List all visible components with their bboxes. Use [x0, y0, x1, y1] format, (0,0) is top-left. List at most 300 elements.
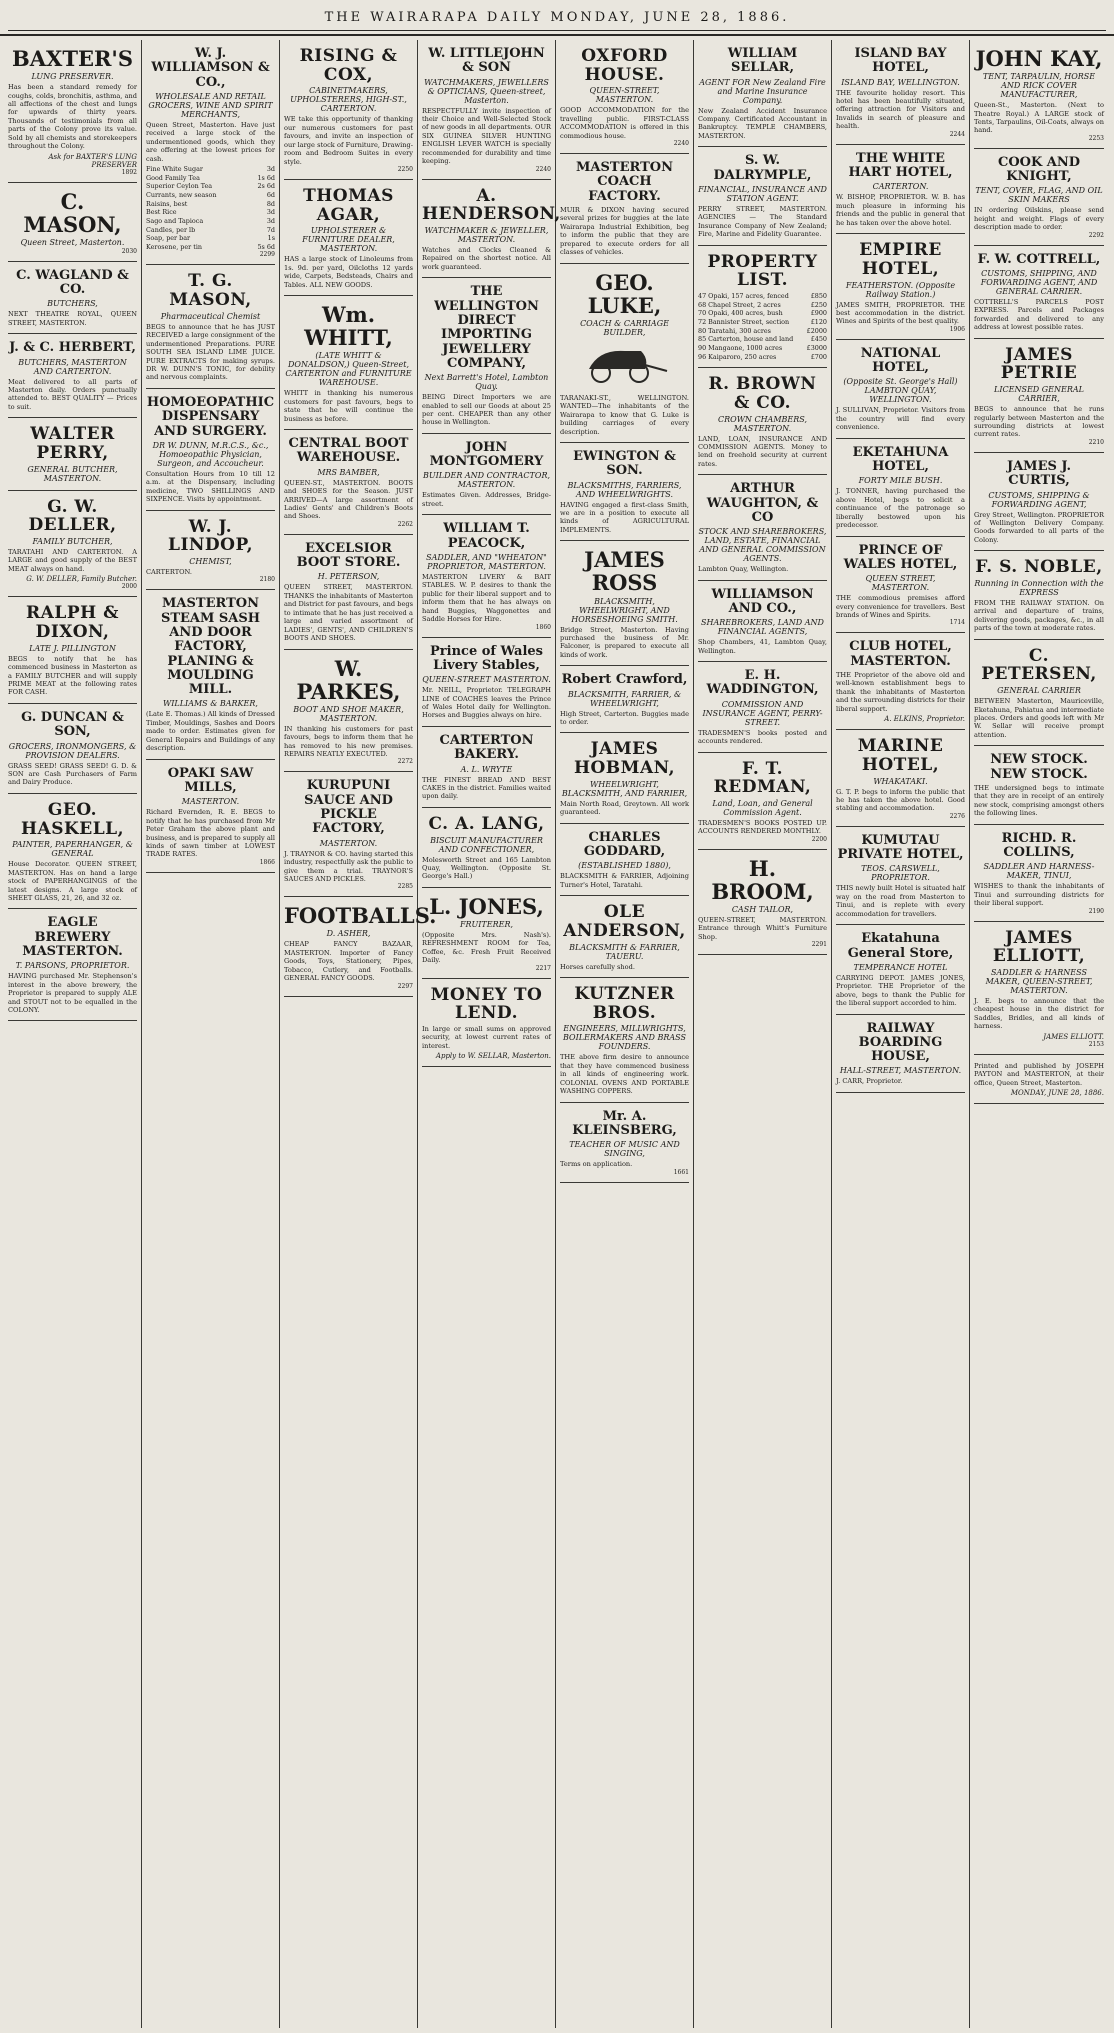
ad-title: R. BROWN & CO.	[708, 374, 817, 413]
item-price: £2000	[806, 326, 827, 335]
ad-subtitle: FAMILY BUTCHER,	[32, 537, 113, 547]
list-item	[146, 226, 275, 235]
item-name: Fine White Sugar	[146, 165, 203, 174]
column-2	[142, 40, 280, 2028]
ad-subtitle: STOCK AND SHAREBROKERS, LAND, ESTATE, FINANCIAL AND GENERAL COMMISSION AGENTS.	[698, 527, 827, 564]
ad-body: J. TONNER, having purchased the above Hotel, begs to solicit a continuance of the patronage so liberally bestowed upon his predecessor.	[836, 487, 965, 530]
item-name: Kerosene, per tin	[146, 242, 202, 251]
list-item	[698, 327, 827, 336]
item-price: 1s 6d	[257, 173, 275, 182]
ad-body: Terms on application.	[560, 1160, 633, 1169]
advertisement	[284, 40, 413, 180]
advertisement	[836, 439, 965, 537]
ad-title: CARTERTON BAKERY.	[439, 732, 534, 763]
ad-subtitle: BLACKSMITH, FARRIER, & WHEELWRIGHT,	[567, 689, 682, 708]
ad-subtitle: FRUITERER,	[459, 919, 514, 929]
column-5	[556, 40, 694, 2028]
ad-body: BETWEEN Masterton, Mauriceville, Eketahuna, Pahiatua and intermediate places. Orders and goods left with Mr W. Sellar will receive prompt attention.	[974, 697, 1104, 739]
ad-body: House Decorator. QUEEN STREET, MASTERTON. Has on hand a large stock of PAPERHANGINGS of the latest designs. A large stock of SHEET GLASS, 21, 26, and 32 oz.	[8, 860, 137, 902]
ad-subtitle: CUSTOMS, SHIPPING, AND FORWARDING AGENT, AND GENERAL CARRIER.	[980, 269, 1098, 297]
ad-body: TRADESMEN'S BOOKS POSTED UP. ACCOUNTS RENDERED MONTHLY.	[698, 818, 827, 836]
ad-subtitle: ISLAND BAY, WELLINGTON.	[841, 77, 960, 87]
advertisement	[422, 40, 551, 180]
ad-title: MARINE HOTEL,	[857, 736, 944, 775]
ad-number: 2210	[1088, 438, 1104, 446]
ad-subtitle: TENT, TARPAULIN, HORSE AND RICK COVER MANUFACTURER,	[982, 72, 1096, 100]
ad-body: J. CARR, Proprietor.	[836, 1077, 903, 1086]
advertisement	[8, 794, 137, 910]
advertisement	[698, 753, 827, 850]
ad-subtitle: DR W. DUNN, M.R.C.S., &c., Homoeopathic Physician, Surgeon, and Accoucheur.	[152, 440, 269, 468]
ad-title: JOHN KAY,	[975, 46, 1103, 71]
item-name: Soap, per bar	[146, 234, 191, 243]
ad-title: RISING & COX,	[299, 46, 398, 85]
item-price: £700	[810, 352, 827, 361]
ad-number: 1866	[259, 858, 275, 866]
ad-subtitle: BLACKSMITHS, FARRIERS, AND WHEELWRIGHTS.	[567, 480, 682, 499]
advertisement	[8, 597, 137, 704]
advertisement	[284, 180, 413, 296]
ad-body: WHITT in thanking his numerous customers for past favours, begs to state that he will continue the business as before.	[284, 389, 413, 423]
ad-subtitle: TENT, COVER, FLAG, AND OIL SKIN MAKERS	[975, 186, 1103, 205]
item-name: Superior Ceylon Tea	[146, 182, 213, 191]
ad-subtitle: HALL-STREET, MASTERTON.	[839, 1066, 962, 1076]
ad-subtitle: QUEEN-STREET MASTERTON.	[422, 675, 551, 685]
ad-number: 2030	[121, 247, 137, 255]
ad-title: RALPH & DIXON,	[26, 603, 119, 643]
item-price: £3000	[806, 343, 827, 352]
item-price: £450	[810, 335, 827, 344]
ad-subtitle: TEMPERANCE HOTEL	[853, 962, 948, 972]
ad-title: KUTZNER BROS.	[574, 984, 675, 1023]
ad-body: GOOD ACCOMMODATION for the travelling public. FIRST-CLASS ACCOMMODATION is offered in this commodious house.	[560, 106, 689, 140]
ad-body: MUIR & DIXON having secured several prizes for buggies at the late Wairarapa Industrial Exhibition, beg to inform the public that they are prepared to execute orders for all classes of vehicles.	[560, 206, 689, 257]
advertisement	[560, 264, 689, 443]
list-item	[146, 208, 275, 217]
ad-number: 2292	[1088, 231, 1104, 239]
advertisement	[698, 147, 827, 245]
ad-body: Richard Evernden, R. E. BEGS to notify that he has purchased from Mr Peter Graham the above plant and business, and is prepared to supply all kinds of sawn timber at LOWEST TRADE RATES.	[146, 808, 275, 859]
ad-body: THE favourite holiday resort. This hotel has been beautifully situated, offering attraction for Visitors and Invalids in search of pleasure and health.	[836, 88, 965, 131]
ad-signature: MONDAY, JUNE 28, 1886.	[1010, 1088, 1104, 1097]
ad-title: JOHN MONTGOMERY	[429, 439, 544, 470]
ad-title: MASTERTON COACH FACTORY.	[576, 160, 673, 204]
advertisement	[8, 183, 137, 262]
ad-body: High Street, Carterton. Buggies made to order.	[560, 709, 689, 727]
ad-title: CLUB HOTEL, MASTERTON.	[849, 639, 952, 669]
ad-title: W. LITTLEJOHN & SON	[428, 46, 545, 76]
advertisement	[836, 40, 965, 145]
ad-body: Mr. NEILL, Proprietor. TELEGRAPH LINE of COACHES leaves the Prince of Wales Hotel daily for Wellington. Horses and Buggies always on hire.	[422, 686, 551, 720]
ad-subtitle: A. L. WRYTE	[460, 764, 513, 774]
advertisement	[422, 979, 551, 1068]
ad-title: RICHD. R. COLLINS,	[1001, 830, 1077, 860]
list-item	[146, 182, 275, 191]
item-price: 3d	[266, 165, 275, 174]
ad-title: KUMUTAU PRIVATE HOTEL,	[837, 832, 964, 863]
list-item	[146, 243, 275, 252]
ad-subtitle: CHEMIST,	[189, 556, 232, 566]
ad-subtitle: T. PARSONS, PROPRIETOR.	[15, 961, 130, 971]
item-name: 85 Carterton, house and land	[698, 335, 794, 344]
ad-title: S. W. DALRYMPLE,	[713, 153, 812, 183]
advertisement	[974, 640, 1104, 747]
ad-title: Prince of Wales Livery Stables,	[430, 643, 543, 673]
advertisement	[8, 40, 137, 183]
ad-title: OXFORD HOUSE.	[581, 46, 668, 85]
ad-subtitle: GROCERS, IRONMONGERS, & PROVISION DEALERS.	[8, 741, 137, 760]
advertisement	[698, 662, 827, 752]
ad-body: BLACKSMITH & FARRIER, Adjoining Turner's Hotel, Taratahi.	[560, 872, 689, 889]
ad-subtitle: MASTERTON.	[319, 838, 378, 848]
ad-title: THE WHITE HART HOTEL,	[848, 150, 953, 181]
ad-body: New Zealand Accident Insurance Company. Certificated Accountant in Bankruptcy. TEMPLE CHAMBERS, MASTERTON.	[698, 106, 827, 140]
ad-number: 2180	[259, 576, 275, 584]
column-4	[418, 40, 561, 2028]
ad-subtitle: D. ASHER,	[326, 929, 371, 939]
advertisement	[560, 443, 689, 541]
ad-subtitle: GENERAL CARRIER	[997, 686, 1081, 696]
item-price: 6d	[266, 191, 275, 199]
price-list	[146, 165, 275, 251]
ad-subtitle: TEACHER OF MUSIC AND SINGING,	[569, 1140, 680, 1159]
ad-title: FOOTBALLS.	[284, 903, 437, 929]
item-name: Sago and Tapioca	[146, 216, 204, 225]
ad-title: ISLAND BAY HOTEL,	[854, 46, 947, 76]
item-name: Raisins, best	[146, 199, 188, 208]
ad-number: 2276	[949, 812, 965, 820]
ad-body: G. T. P. begs to inform the public that he has taken the above hotel. Good stabling and accommodation.	[836, 787, 965, 813]
ad-number: 2299	[259, 251, 275, 259]
ad-body: COTTRELL'S PARCELS POST EXPRESS. Parcels and Packages forwarded and delivered to any address at lowest possible rates.	[974, 298, 1104, 332]
ad-title: JAMES J. CURTIS,	[1006, 458, 1072, 489]
item-price: 3d	[266, 216, 275, 225]
ad-title: PROPERTY LIST.	[707, 251, 818, 291]
ad-body: HAS a large stock of Linoleums from 1s. 9d. per yard, Oilcloths 12 yards wide, Carpets, Bedsteads, Chairs and Tables. ALL NEW GOODS.	[284, 255, 413, 289]
ad-subtitle: BUTCHERS, MASTERTON AND CARTERTON.	[18, 357, 127, 376]
ad-number: 2297	[397, 982, 413, 990]
item-name: 68 Chapel Street, 2 acres	[698, 300, 781, 309]
ad-body: IN ordering Oilskins, please send height and weight. Flags of every description made to order.	[974, 206, 1104, 232]
list-item	[698, 301, 827, 310]
ad-number: 2190	[1088, 907, 1104, 915]
advertisement	[974, 453, 1104, 551]
ad-number: 1892	[121, 168, 137, 176]
ad-signature: Ask for BAXTER'S LUNG PRESERVER	[48, 152, 137, 169]
ad-title: F. W. COTTRELL,	[977, 251, 1101, 267]
ad-title: J. & C. HERBERT,	[9, 340, 136, 356]
advertisement	[974, 922, 1104, 1055]
item-name: 72 Bannister Street, section	[698, 317, 790, 326]
column-6	[694, 40, 832, 2028]
list-item	[698, 292, 827, 301]
item-name: 90 Mangaone, 1000 acres	[698, 343, 783, 352]
ad-title: Ekatahuna General Store,	[847, 931, 954, 961]
ad-title: A. HENDERSON,	[422, 185, 561, 225]
ad-title: KURUPUNI SAUCE AND PICKLE FACTORY,	[304, 778, 393, 837]
advertisement	[836, 633, 965, 730]
advertisement	[146, 590, 275, 759]
advertisement	[698, 850, 827, 956]
advertisement	[146, 40, 275, 265]
ad-subtitle: (Opposite St. George's Hall) LAMBTON QUAY, WELLINGTON.	[843, 377, 958, 405]
ad-title: CHARLES GODDARD,	[583, 829, 666, 860]
advertisement	[8, 262, 137, 334]
advertisement	[8, 909, 137, 1021]
ad-body: CARRYING DEPOT. JAMES JONES, Proprietor. THE Proprietor of the above, begs to thank the Public for the liberal support accorded to him.	[836, 973, 965, 1008]
advertisement	[422, 727, 551, 808]
ad-subtitle: Running in Connection with the EXPRESS	[974, 578, 1104, 597]
ad-title: G. W. DELLER,	[28, 496, 117, 536]
item-name: 80 Taratahi, 300 acres	[698, 326, 771, 335]
item-name: Currants, new season	[146, 191, 217, 199]
ad-subtitle: SADDLER, AND "WHEATON" PROPRIETOR, MASTERTON.	[426, 552, 547, 571]
ad-body: Consultation Hours from 10 till 12 a.m. at the Dispensary, including medicine, TWO SHILLINGS AND SIXPENCE. Visits by appointment.	[146, 469, 275, 504]
carriage-illustration	[579, 341, 671, 385]
ad-number: 1661	[673, 1168, 689, 1176]
list-item	[698, 335, 827, 344]
advertisement	[974, 551, 1104, 639]
advertisement	[698, 368, 827, 475]
ad-subtitle: BLACKSMITH & FARRIER, TAUERU.	[569, 942, 680, 961]
ad-subtitle: WATCHMAKER & JEWELLER, MASTERTON.	[424, 226, 549, 245]
ad-subtitle: WATCHMAKERS, JEWELLERS & OPTICIANS, Queen-street, Masterton.	[424, 77, 549, 105]
item-price: £250	[810, 300, 827, 309]
item-price: £900	[810, 309, 827, 318]
ad-body: Watches and Clocks Cleaned & Repaired on the shortest notice. All work guaranteed.	[422, 246, 551, 271]
ad-number: 2240	[673, 140, 689, 148]
column-8	[970, 40, 1108, 2028]
ad-title: RAILWAY BOARDING HOUSE,	[858, 1020, 943, 1065]
ad-subtitle: WHAKATAKI.	[873, 776, 928, 786]
advertisement	[422, 808, 551, 888]
ad-title: HOMOEOPATHIC DISPENSARY AND SURGERY.	[146, 394, 275, 439]
advertisement	[146, 265, 275, 388]
advertisement	[560, 824, 689, 896]
ad-number: 1860	[535, 623, 551, 631]
ad-body: HAVING purchased Mr. Stephenson's interest in the above brewery, the Proprietor is prepared to supply ALE and STOUT not to be equalled in the COLONY.	[8, 972, 137, 1015]
ad-title: F. T. REDMAN,	[713, 758, 812, 798]
ad-title: CENTRAL BOOT WAREHOUSE.	[288, 436, 409, 466]
advertisement	[974, 1055, 1104, 1104]
ad-subtitle: GENERAL BUTCHER, MASTERTON.	[27, 464, 118, 483]
ad-subtitle: BISCUIT MANUFACTURER AND CONFECTIONER,	[430, 835, 543, 854]
item-price: 2s 6d	[257, 182, 275, 191]
advertisement	[422, 180, 561, 279]
ad-subtitle: WHOLESALE AND RETAIL GROCERS, WINE AND SPIRIT MERCHANTS,	[148, 91, 273, 119]
ad-subtitle: AGENT FOR New Zealand Fire and Marine Insurance Company.	[699, 77, 826, 105]
list-item	[698, 309, 827, 318]
ad-title: WILLIAM SELLAR,	[727, 46, 798, 76]
ad-title: C. WAGLAND & CO.	[16, 267, 129, 298]
ad-title: THOMAS AGAR,	[303, 186, 394, 225]
price-list	[698, 292, 827, 361]
ad-columns	[4, 40, 1110, 2028]
ad-body: THE above firm desire to announce that they have commenced business in all kinds of engineering work. COLONIAL OVENS AND PORTABLE WASHING COPPERS.	[560, 1053, 689, 1096]
ad-title: EKETAHUNA HOTEL,	[852, 444, 949, 475]
ad-body: THE Proprietor of the above old and well-known establishment begs to thank the inhabitants of Masterton and the surrounding districts for their liberal support.	[836, 671, 965, 713]
advertisement	[560, 733, 689, 823]
ad-subtitle: CABINETMAKERS, UPHOLSTERERS, HIGH-ST., CARTERTON.	[290, 86, 407, 114]
ad-number: 2291	[811, 941, 827, 949]
item-price: 7d	[266, 225, 275, 234]
ad-body: J. E. begs to announce that the cheapest house in the district for Saddles, Bridles, and all kinds of harness.	[974, 996, 1104, 1031]
ad-body: Estimates Given. Addresses, Bridge-street.	[422, 491, 551, 508]
advertisement	[560, 978, 689, 1103]
list-item	[146, 191, 275, 200]
ad-body: Molesworth Street and 165 Lambton Quay, Wellington. (Opposite St. George's Hall.)	[422, 855, 551, 881]
ad-body: PERRY STREET, MASTERTON. AGENCIES — The Standard Insurance Company of New Zealand; Fire, Marine and Fidelity Guarantee.	[698, 204, 827, 239]
ad-title: BAXTER'S	[11, 46, 134, 71]
ad-number: 2240	[535, 165, 551, 173]
ad-number: 1714	[949, 619, 965, 627]
ad-body: Grey Street, Wellington. PROPRIETOR of Wellington Delivery Company. Goods forwarded to all parts of the Colony.	[974, 510, 1104, 544]
ad-number: 2272	[397, 758, 413, 766]
ad-number: 1906	[949, 325, 965, 333]
ad-subtitle: WILLIAMS & BARKER,	[163, 699, 258, 709]
advertisement	[8, 491, 137, 598]
ad-body: Meat delivered to all parts of Masterton daily. Orders punctually attended to. BEST QUALITY — Prices to suit.	[8, 377, 137, 411]
list-item	[146, 217, 275, 226]
advertisement	[560, 541, 689, 666]
ad-body: Printed and published by JOSEPH PAYTON and MASTERTON, at their office, Queen Street, Masterton.	[974, 1061, 1104, 1087]
list-item	[698, 344, 827, 353]
ad-title: JAMES ELLIOTT,	[992, 927, 1086, 967]
advertisement	[974, 40, 1104, 149]
ad-number: 2217	[535, 964, 551, 972]
ad-subtitle: SHAREBROKERS, LAND AND FINANCIAL AGENTS,	[701, 618, 824, 637]
ad-body: JAMES SMITH, PROPRIETOR. THE best accommodation in the district. Wines and Spirits of the best quality.	[836, 300, 965, 326]
ad-title: Robert Crawford,	[561, 672, 688, 688]
ad-title: JAMES HOBMAN,	[573, 739, 676, 779]
column-1	[4, 40, 142, 2028]
ad-body: WISHES to thank the inhabitants of Tinui and surrounding districts for their liberal support.	[974, 882, 1104, 908]
ad-subtitle: CUSTOMS, SHIPPING & FORWARDING AGENT,	[988, 490, 1090, 509]
ad-subtitle: FINANCIAL, INSURANCE AND STATION AGENT.	[698, 184, 827, 203]
ad-body: MASTERTON LIVERY & BAIT STABLES. W. P. desires to thank the public for their liberal support and to inform them that he has always on hand Buggies, Waggonettes and Saddle Horses for Hire.	[422, 572, 551, 624]
ad-body: TARANAKI-ST., WELLINGTON. WANTED—The inhabitants of the Wairarapa to know that G. Luke is building carriages of every description.	[560, 393, 689, 436]
advertisement	[422, 888, 551, 979]
column-7	[832, 40, 970, 2028]
ad-body: Main North Road, Greytown. All work guaranteed.	[560, 799, 689, 817]
advertisement	[698, 40, 827, 147]
ad-title: W. PARKES,	[296, 655, 401, 704]
ad-body: Shop Chambers, 41, Lambton Quay, Wellington.	[698, 638, 827, 655]
ad-body: THE undersigned begs to intimate that they are in receipt of an entirely new stock, comprising amongst others the following lines.	[974, 783, 1104, 818]
ad-subtitle: LICENSED GENERAL CARRIER,	[994, 385, 1084, 404]
ad-body: QUEEN STREET, MASTERTON. THANKS the inhabitants of Masterton and District for past favours, and begs to intimate that he has just received a large and varied assortment of LADIES', GENTS', AND CHILDREN'S BOOTS AND SHOES.	[284, 583, 413, 643]
ad-title: THE WELLINGTON DIRECT IMPORTING JEWELLERY COMPANY,	[434, 284, 539, 371]
ad-body: J. TRAYNOR & CO. having started this industry, respectfully ask the public to give them a trial. TRAYNOR'S SAUCES AND PICKLES.	[284, 849, 413, 883]
advertisement	[974, 339, 1104, 453]
ad-body: THE FINEST BREAD AND BEST CAKES in the district. Families waited upon daily.	[422, 775, 551, 801]
advertisement	[974, 825, 1104, 922]
advertisement	[836, 827, 965, 925]
advertisement	[284, 650, 413, 773]
ad-subtitle: LATE J. PILLINGTON	[29, 643, 116, 653]
ad-title: OLE ANDERSON,	[563, 902, 686, 941]
ad-body: WE take this opportunity of thanking our numerous customers for past favours, and invite an inspection of our large stock of Furniture, Drawing-room and Bedroom Suites in every style.	[284, 115, 413, 166]
ad-body: BEGS to notify that he has commenced business in Masterton as a FAMILY BUTCHER and will supply PRIME MEAT at the following rates FOR CASH.	[8, 654, 137, 697]
advertisement	[836, 1015, 965, 1093]
ad-subtitle: FEATHERSTON. (Opposite Railway Station.)	[845, 280, 956, 299]
ad-subtitle: TEOS. CARSWELL, PROPRIETOR.	[861, 864, 940, 883]
ad-subtitle: BUILDER AND CONTRACTOR, MASTERTON.	[422, 471, 551, 490]
item-price: 5s 6d	[257, 242, 275, 251]
item-name: Candles, per lb	[146, 225, 196, 234]
ad-title: PRINCE OF WALES HOTEL,	[843, 542, 958, 572]
ad-body: Queen-St., Masterton. (Next to Theatre Royal.) A LARGE stock of Tents, Tarpaulins, Oil-Coats, always on hand.	[974, 101, 1104, 135]
ad-title: E. H. WADDINGTON,	[706, 668, 819, 698]
ad-body: In large or small sums on approved security, at lowest current rates of interest.	[422, 1025, 551, 1050]
ad-body: LAND, LOAN, INSURANCE AND COMMISSION AGENTS. Money to lend on freehold security at current rates.	[698, 434, 827, 468]
item-price: £120	[810, 317, 827, 326]
advertisement	[836, 234, 965, 340]
ad-subtitle: CROWN CHAMBERS, MASTERTON.	[717, 414, 807, 433]
ad-body: HAVING engaged a first-class Smith, we are in a position to execute all kinds of AGRICULTURAL IMPLEMENTS.	[560, 500, 689, 534]
ad-body: Horses carefully shod.	[560, 962, 635, 971]
ad-subtitle: QUEEN STREET, MASTERTON.	[865, 574, 936, 593]
advertisement	[146, 389, 275, 511]
advertisement	[698, 581, 827, 662]
ad-subtitle: WHEELWRIGHT, BLACKSMITH, AND FARRIER,	[561, 779, 688, 798]
item-name: Good Family Tea	[146, 173, 200, 182]
ad-body: Lambton Quay, Wellington.	[698, 565, 789, 574]
ad-title: COOK AND KNIGHT,	[997, 154, 1081, 185]
ad-body: CHEAP FANCY BAZAAR, MASTERTON. Importer of Fancy Goods, Toys, Stationery, Pipes, Tobacco, Cutlery, and Footballs. GENERAL FANCY GOODS.	[284, 940, 413, 983]
ad-title: MONEY TO LEND.	[430, 984, 543, 1024]
ad-title: C. MASON,	[23, 188, 122, 237]
ad-body: W. BISHOP, PROPRIETOR. W. B. has much pleasure in informing his friends and the public in general that he has taken over the above hotel.	[836, 193, 965, 227]
ad-number: 2285	[397, 883, 413, 891]
header-title: THE WAIRARAPA DAILY MONDAY, JUNE 28, 1886.	[324, 9, 790, 25]
ad-subtitle: LUNG PRESERVER.	[31, 72, 114, 82]
ad-subtitle: Queen Street, Masterton.	[20, 237, 125, 247]
list-item	[698, 353, 827, 362]
ad-subtitle: UPHOLSTERER & FURNITURE DEALER, MASTERTON.	[302, 226, 395, 254]
ad-body: NEXT THEATRE ROYAL, QUEEN STREET, MASTERTON.	[8, 310, 137, 327]
advertisement	[974, 149, 1104, 246]
ad-subtitle: CARTERTON.	[872, 182, 929, 192]
ad-title: WALTER PERRY,	[30, 424, 115, 463]
ad-body: CARTERTON.	[146, 567, 192, 576]
ad-number: 2253	[1088, 134, 1104, 142]
ad-title: EXCELSIOR BOOT STORE.	[296, 540, 401, 571]
advertisement	[422, 515, 551, 637]
advertisement	[284, 296, 413, 430]
advertisement	[284, 897, 437, 996]
advertisement	[836, 340, 965, 439]
ad-subtitle: MASTERTON.	[181, 797, 240, 807]
ad-title: W. J. WILLIAMSON & CO.,	[151, 46, 270, 90]
advertisement	[146, 511, 275, 591]
ad-title: Mr. A. KLEINSBERG,	[572, 1108, 677, 1138]
header-rule	[8, 30, 1106, 31]
advertisement	[422, 638, 551, 727]
ad-title: OPAKI SAW MILLS,	[167, 765, 254, 795]
ad-title: W. J. LINDOP,	[167, 516, 253, 556]
ad-subtitle: CASH TAILOR,	[731, 905, 794, 915]
ad-body: FROM THE RAILWAY STATION. On arrival and departure of trains, delivering goods, packages, &c., in all parts of the town at moderate rates.	[974, 598, 1104, 633]
ad-subtitle: COACH & CARRIAGE BUILDER,	[580, 318, 669, 337]
ad-subtitle: Pharmaceutical Chemist	[160, 311, 261, 321]
ad-body: TRADESMEN'S books posted and accounts rendered.	[698, 728, 827, 746]
ad-title: T. G. MASON,	[169, 271, 252, 311]
advertisement	[836, 925, 965, 1014]
ad-body: J. SULLIVAN, Proprietor. Visitors from the country will find every convenience.	[836, 406, 965, 432]
ad-title: EWINGTON & SON.	[573, 449, 676, 479]
ad-subtitle: Land, Loan, and General Commission Agent.	[712, 798, 813, 817]
